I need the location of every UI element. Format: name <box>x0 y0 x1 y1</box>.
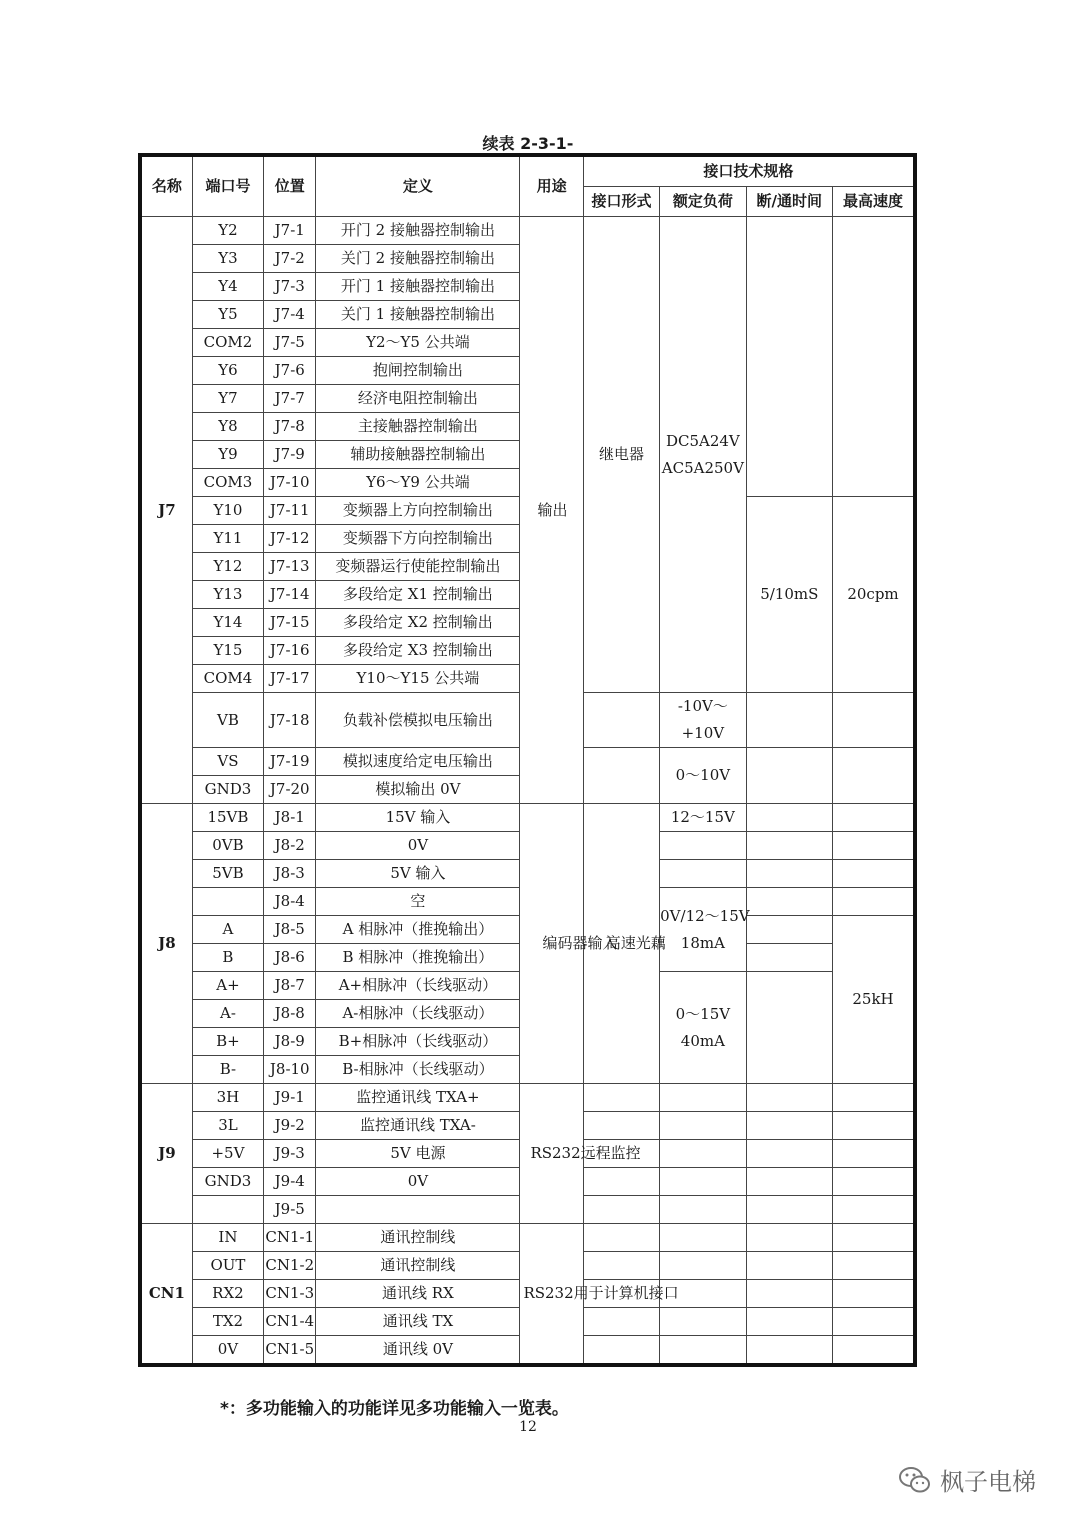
cell-def: 辅助接触器控制输出 <box>316 441 520 469</box>
onoff-empty <box>746 1224 832 1252</box>
cell-def: 5V 输入 <box>316 860 520 888</box>
speed-empty <box>833 1224 915 1252</box>
cell-def: 开门 1 接触器控制输出 <box>316 273 520 301</box>
cell-pos: J8-5 <box>264 916 316 944</box>
speed-empty <box>833 1112 915 1140</box>
cell-pos: J7-19 <box>264 748 316 776</box>
cell-def: 多段给定 X1 控制输出 <box>316 581 520 609</box>
load-empty <box>660 1252 746 1280</box>
onoff-empty <box>746 804 832 832</box>
speed-empty <box>833 860 915 888</box>
cell-port: 3H <box>192 1084 263 1112</box>
load-empty <box>660 1084 746 1112</box>
cell-port: 0V <box>192 1336 263 1366</box>
header-speed: 最高速度 <box>833 187 915 217</box>
cell-port: +5V <box>192 1140 263 1168</box>
cell-pos: J8-1 <box>264 804 316 832</box>
cell-pos: J7-2 <box>264 245 316 273</box>
speed-empty <box>833 888 915 916</box>
use-j9: RS232远程监控 <box>520 1084 583 1224</box>
cell-def: 通讯线 TX <box>316 1308 520 1336</box>
cell-def: B+相脉冲（长线驱动） <box>316 1028 520 1056</box>
onoff-empty <box>746 860 832 888</box>
onoff-empty <box>746 748 832 804</box>
cell-def: 多段给定 X2 控制输出 <box>316 609 520 637</box>
cell-port: COM2 <box>192 329 263 357</box>
header-load: 额定负荷 <box>660 187 746 217</box>
cell-pos: J7-6 <box>264 357 316 385</box>
cell-def: 空 <box>316 888 520 916</box>
cell-port: Y8 <box>192 413 263 441</box>
page-number: 12 <box>519 1419 537 1435</box>
watermark <box>898 1462 1036 1497</box>
group-j7: J7 <box>140 217 192 804</box>
cell-port: 15VB <box>192 804 263 832</box>
footnote: *：多功能输入的功能详见多功能输入一览表。 <box>220 1399 569 1419</box>
load-j8-ab-line2: 18mA <box>680 933 725 952</box>
watermark-text: 枫子电梯 <box>940 1468 1036 1496</box>
cell-pos: J7-3 <box>264 273 316 301</box>
cell-port: A <box>192 916 263 944</box>
cell-pos: J7-10 <box>264 469 316 497</box>
speed-empty <box>833 1308 915 1336</box>
cell-port: Y3 <box>192 245 263 273</box>
load-j8-ld-line2: 40mA <box>680 1031 725 1050</box>
cell-def: 模拟输出 0V <box>316 776 520 804</box>
cell-def: 负载补偿模拟电压输出 <box>316 693 520 748</box>
cell-port: A+ <box>192 972 263 1000</box>
cell-pos: J8-10 <box>264 1056 316 1084</box>
onoff-empty <box>746 217 832 497</box>
cell-def: 主接触器控制输出 <box>316 413 520 441</box>
cell-pos: CN1-5 <box>264 1336 316 1366</box>
iface-empty <box>583 1084 659 1112</box>
cell-pos: J7-14 <box>264 581 316 609</box>
cell-pos: J9-4 <box>264 1168 316 1196</box>
onoff-empty <box>746 1336 832 1366</box>
iface-empty <box>583 1308 659 1336</box>
cell-def: B 相脉冲（推挽输出） <box>316 944 520 972</box>
cell-def: A-相脉冲（长线驱动） <box>316 1000 520 1028</box>
cell-def: 5V 电源 <box>316 1140 520 1168</box>
table-row <box>140 1084 915 1112</box>
cell-port: RX2 <box>192 1280 263 1308</box>
load-j8-1: 12～15V <box>660 804 746 832</box>
cell-port: B+ <box>192 1028 263 1056</box>
cell-port: VB <box>192 693 263 748</box>
cell-pos: J7-7 <box>264 385 316 413</box>
cell-port: Y7 <box>192 385 263 413</box>
speed-empty <box>833 832 915 860</box>
header-onoff: 断/通时间 <box>746 187 832 217</box>
header-iface: 接口形式 <box>583 187 659 217</box>
speed-j7: 20cpm <box>833 497 915 693</box>
cell-pos: J7-4 <box>264 301 316 329</box>
cell-port: Y9 <box>192 441 263 469</box>
cell-port: Y15 <box>192 637 263 665</box>
cell-port: 0VB <box>192 832 263 860</box>
iface-opto: 高速光藕 <box>583 804 659 1084</box>
cell-pos: J7-18 <box>264 693 316 748</box>
group-j9: J9 <box>140 1084 192 1224</box>
cell-port: Y10 <box>192 497 263 525</box>
onoff-empty <box>746 693 832 748</box>
cell-def: 经济电阻控制输出 <box>316 385 520 413</box>
load-empty <box>660 860 746 888</box>
iface-empty <box>583 693 659 748</box>
onoff-empty <box>746 916 832 944</box>
load-j8-ab <box>660 888 750 972</box>
table-title: 续表 2-3-1- <box>482 134 574 153</box>
cell-def: 监控通讯线 TXA- <box>316 1112 520 1140</box>
cell-port: Y2 <box>192 217 263 245</box>
onoff-empty <box>746 972 832 1084</box>
cell-port: Y6 <box>192 357 263 385</box>
cell-pos: CN1-1 <box>264 1224 316 1252</box>
speed-empty <box>833 1140 915 1168</box>
cell-def: 通讯控制线 <box>316 1224 520 1252</box>
cell-port <box>192 1196 263 1224</box>
iface-empty <box>583 1336 659 1366</box>
load-empty <box>660 1224 746 1252</box>
cell-pos: J7-5 <box>264 329 316 357</box>
cell-port: B- <box>192 1056 263 1084</box>
cell-pos: J7-13 <box>264 553 316 581</box>
use-j7: 输出 <box>520 217 583 804</box>
onoff-empty <box>746 944 832 972</box>
cell-port: A- <box>192 1000 263 1028</box>
onoff-empty <box>746 1112 832 1140</box>
iface-empty <box>583 748 659 804</box>
iface-empty <box>583 1112 659 1140</box>
iface-empty <box>583 1252 659 1280</box>
cell-pos: J8-4 <box>264 888 316 916</box>
header-def: 定义 <box>316 155 520 217</box>
speed-empty <box>833 217 915 497</box>
cell-def: 抱闸控制输出 <box>316 357 520 385</box>
speed-empty <box>833 804 915 832</box>
header-pos: 位置 <box>264 155 316 217</box>
cell-pos: J9-1 <box>264 1084 316 1112</box>
spec-table-wrapper <box>138 153 917 1367</box>
cell-def: Y2～Y5 公共端 <box>316 329 520 357</box>
cell-def: Y10～Y15 公共端 <box>316 665 520 693</box>
cell-port: Y13 <box>192 581 263 609</box>
cell-port: Y14 <box>192 609 263 637</box>
cell-def: 通讯控制线 <box>316 1252 520 1280</box>
group-j8: J8 <box>140 804 192 1084</box>
cell-pos: J7-15 <box>264 609 316 637</box>
table-row <box>140 1224 915 1252</box>
cell-def: 通讯线 RX <box>316 1280 520 1308</box>
load-j8-ld <box>660 972 746 1084</box>
cell-def: 变频器运行使能控制输出 <box>316 553 520 581</box>
cell-port: IN <box>192 1224 263 1252</box>
table-row <box>140 217 915 245</box>
cell-pos: J7-11 <box>264 497 316 525</box>
cell-port: B <box>192 944 263 972</box>
cell-def: 变频器上方向控制输出 <box>316 497 520 525</box>
cell-def: 变频器下方向控制输出 <box>316 525 520 553</box>
cell-port: Y5 <box>192 301 263 329</box>
header-spec: 接口技术规格 <box>583 155 915 187</box>
onoff-empty <box>746 1308 832 1336</box>
cell-def: Y6～Y9 公共端 <box>316 469 520 497</box>
speed-j8: 25kH <box>833 916 915 1084</box>
load-j8-ab-line1: 0V/12～15V <box>660 906 750 925</box>
group-cn1: CN1 <box>140 1224 192 1366</box>
cell-port: 3L <box>192 1112 263 1140</box>
load-vb-line2: +10V <box>681 724 725 742</box>
onoff-empty <box>746 1140 832 1168</box>
onoff-empty <box>746 888 832 916</box>
load-vb-line1: -10V～ <box>677 697 728 715</box>
cell-pos: J8-8 <box>264 1000 316 1028</box>
use-j8: 编码器输入 <box>520 804 583 1084</box>
load-vs: 0～10V <box>660 748 746 804</box>
load-vb <box>660 693 746 748</box>
cell-pos: J8-9 <box>264 1028 316 1056</box>
cell-pos: CN1-2 <box>264 1252 316 1280</box>
cell-port: COM3 <box>192 469 263 497</box>
cell-pos: J7-17 <box>264 665 316 693</box>
onoff-value: 5/10mS <box>746 497 832 693</box>
cell-def: 多段给定 X3 控制输出 <box>316 637 520 665</box>
use-cn1: RS232用于计算机接口 <box>520 1224 583 1366</box>
load-j8-ld-line1: 0～15V <box>675 1004 731 1023</box>
cell-def: 模拟速度给定电压输出 <box>316 748 520 776</box>
cell-port: COM4 <box>192 665 263 693</box>
cell-def: 通讯线 0V <box>316 1336 520 1366</box>
onoff-empty <box>746 1196 832 1224</box>
load-relay <box>660 217 746 693</box>
onoff-empty <box>746 1168 832 1196</box>
cell-pos: J9-5 <box>264 1196 316 1224</box>
cell-port: GND3 <box>192 1168 263 1196</box>
cell-port: TX2 <box>192 1308 263 1336</box>
speed-empty <box>833 1084 915 1112</box>
load-empty <box>660 832 746 860</box>
speed-empty <box>833 1280 915 1308</box>
load-relay-line1: DC5A24V <box>665 431 740 450</box>
cell-pos: J9-2 <box>264 1112 316 1140</box>
cell-def: 0V <box>316 832 520 860</box>
cell-def: B-相脉冲（长线驱动） <box>316 1056 520 1084</box>
cell-def: 开门 2 接触器控制输出 <box>316 217 520 245</box>
cell-def: A+相脉冲（长线驱动） <box>316 972 520 1000</box>
cell-port: GND3 <box>192 776 263 804</box>
cell-port: Y11 <box>192 525 263 553</box>
wechat-icon <box>898 1465 932 1495</box>
speed-empty <box>833 693 915 748</box>
cell-def: A 相脉冲（推挽输出） <box>316 916 520 944</box>
cell-pos: J9-3 <box>264 1140 316 1168</box>
cell-pos: J7-12 <box>264 525 316 553</box>
iface-empty <box>583 1168 659 1196</box>
cell-def: 监控通讯线 TXA+ <box>316 1084 520 1112</box>
cell-def <box>316 1196 520 1224</box>
cell-pos: CN1-3 <box>264 1280 316 1308</box>
iface-empty <box>583 1224 659 1252</box>
onoff-empty <box>746 1252 832 1280</box>
cell-pos: J7-20 <box>264 776 316 804</box>
load-empty <box>660 1168 746 1196</box>
cell-pos: J8-6 <box>264 944 316 972</box>
iface-empty <box>583 1196 659 1224</box>
cell-pos: J7-1 <box>264 217 316 245</box>
cell-pos: J7-8 <box>264 413 316 441</box>
cell-pos: J8-3 <box>264 860 316 888</box>
load-empty <box>660 1196 746 1224</box>
cell-pos: J8-7 <box>264 972 316 1000</box>
cell-def: 关门 2 接触器控制输出 <box>316 245 520 273</box>
speed-empty <box>833 1252 915 1280</box>
speed-empty <box>833 1168 915 1196</box>
header-name: 名称 <box>140 155 192 217</box>
load-empty <box>660 1308 746 1336</box>
load-empty <box>660 1140 746 1168</box>
cell-pos: J7-16 <box>264 637 316 665</box>
header-port: 端口号 <box>192 155 263 217</box>
cell-port: Y12 <box>192 553 263 581</box>
cell-pos: J7-9 <box>264 441 316 469</box>
cell-def: 15V 输入 <box>316 804 520 832</box>
cell-port <box>192 888 263 916</box>
onoff-empty <box>746 1084 832 1112</box>
cell-port: Y4 <box>192 273 263 301</box>
speed-empty <box>833 748 915 804</box>
spec-table <box>138 153 917 1367</box>
cell-pos: J8-2 <box>264 832 316 860</box>
load-empty <box>660 1112 746 1140</box>
cell-def: 关门 1 接触器控制输出 <box>316 301 520 329</box>
load-empty <box>660 1336 746 1366</box>
onoff-empty <box>746 832 832 860</box>
cell-pos: CN1-4 <box>264 1308 316 1336</box>
load-relay-line2: AC5A250V <box>661 458 744 477</box>
iface-relay: 继电器 <box>583 217 659 693</box>
onoff-empty <box>746 1280 832 1308</box>
header-use: 用途 <box>520 155 583 217</box>
speed-empty <box>833 1196 915 1224</box>
cell-port: VS <box>192 748 263 776</box>
cell-def: 0V <box>316 1168 520 1196</box>
cell-port: 5VB <box>192 860 263 888</box>
speed-empty <box>833 1336 915 1366</box>
cell-port: OUT <box>192 1252 263 1280</box>
table-row <box>140 804 915 832</box>
